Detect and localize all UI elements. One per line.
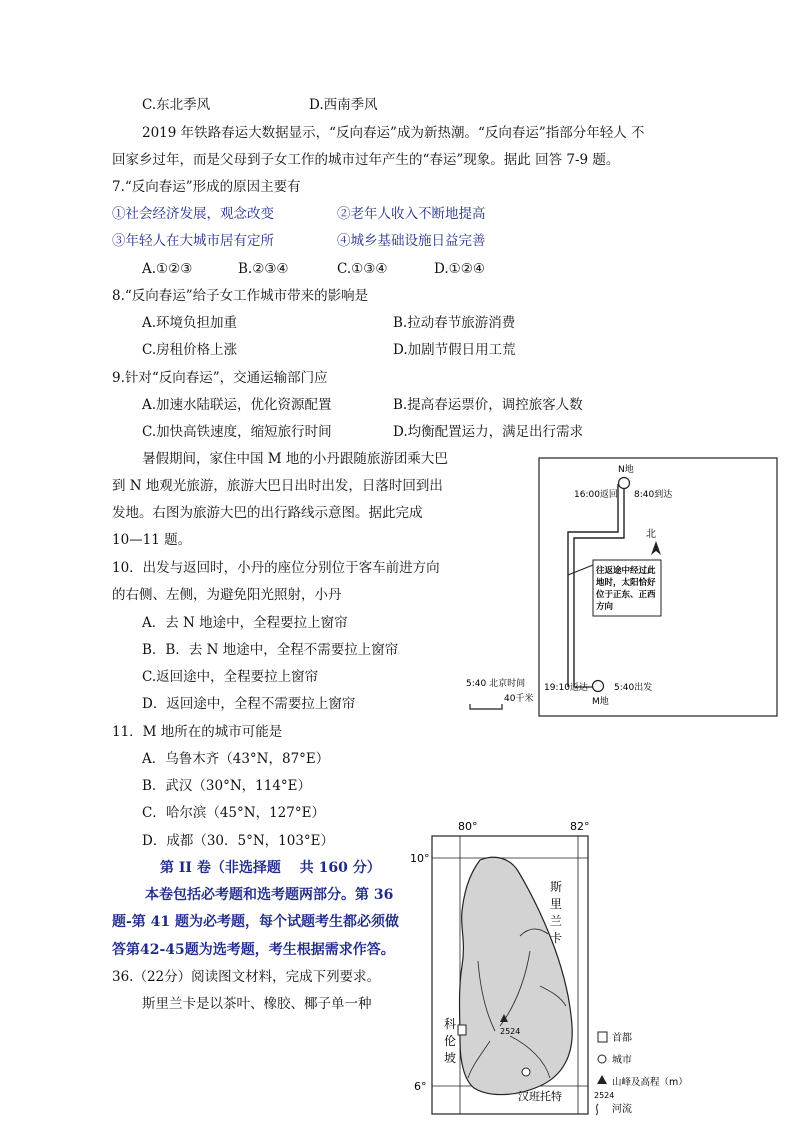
n-label: N地: [618, 465, 634, 475]
intro-10-11-line3: 发地。右图为旅游大巴的出行路线示意图。据此完成: [112, 505, 423, 521]
q7-stem: 7.“反向春运”形成的原因主要有: [112, 179, 301, 195]
legend-peak-icon: [597, 1075, 607, 1084]
peak-elevation: 2524: [500, 1027, 521, 1036]
n-location-marker: [619, 478, 630, 489]
note-line3: 位于正东、正西: [596, 590, 656, 600]
city-label: 汉班托特: [518, 1090, 562, 1103]
part2-title: 第 II 卷（非选择题 共 160 分）: [160, 860, 381, 876]
country-label-3: 兰: [550, 914, 563, 928]
q11-option-d: D．成都（30．5°N，103°E）: [142, 833, 335, 849]
arrive-time-label: 8:40到达: [634, 490, 673, 500]
lon-82-label: 82°: [570, 820, 590, 833]
capital-label-1: 科: [444, 1017, 457, 1031]
city-marker: [522, 1068, 530, 1076]
m-label: M地: [592, 697, 609, 707]
q10-option-c: C.返回途中，全程要拉上窗帘: [142, 669, 319, 685]
lon-80-label: 80°: [458, 820, 478, 833]
north-label: 北: [646, 529, 656, 540]
q9-option-b: B.提高春运票价，调控旅客人数: [393, 397, 583, 413]
legend-capital-icon: [598, 1032, 607, 1042]
q9-option-d: D.均衡配置运力，满足出行需求: [393, 424, 584, 440]
legend-time-label: 5:40 北京时间: [466, 679, 526, 689]
country-label-1: 斯: [550, 880, 563, 894]
note-line1: 往返途中经过此: [596, 566, 656, 576]
intro-7-9-line1: 2019 年铁路春运大数据显示，“反向春运”成为新热潮。“反向春运”指部分年轻人 不: [142, 125, 645, 141]
q8-option-b: B.拉动春节旅游消费: [393, 315, 516, 331]
part2-instructions-line1: 本卷包括必考题和选考题两部分。第 36: [145, 887, 394, 903]
note-line2: 地时，太阳恰好: [596, 578, 656, 588]
lat-6-label: 6°: [414, 1080, 427, 1093]
route-map-figure: [538, 457, 778, 717]
scale-label: 40千米: [504, 694, 534, 704]
q10-option-d: D．返回途中，全程不需要拉上窗帘: [142, 696, 356, 712]
q7-statement-4: ④城乡基础设施日益完善: [337, 233, 486, 249]
q8-stem: 8.“反向春运”给子女工作城市带来的影响是: [112, 288, 369, 304]
q7-statement-2: ②老年人收入不断地提高: [337, 206, 486, 222]
intro-10-11-line4: 10—11 题。: [112, 532, 192, 548]
q10-option-b: B．B．去 N 地途中，全程不需要拉上窗帘: [142, 642, 399, 658]
q7-statement-3: ③年轻人在大城市居有定所: [112, 233, 274, 249]
q8-option-c: C.房租价格上涨: [142, 342, 238, 358]
capital-label-3: 坡: [444, 1051, 457, 1065]
capital-label-2: 伦: [444, 1034, 457, 1048]
q10-stem-line1: 10．出发与返回时，小丹的座位分别位于客车前进方向: [112, 560, 440, 576]
part2-instructions-line2: 题-第 41 题为必考题，每个试题考生都必须做: [112, 914, 400, 930]
legend-peak-number: 2524: [594, 1091, 615, 1100]
back-time-label: 19:10返达: [544, 683, 588, 693]
q7-option-c: C.①③④: [337, 261, 388, 277]
legend-river-icon: [596, 1104, 598, 1115]
intro-10-11-line2: 到 N 地观光旅游，旅游大巴日出时出发，日落时回到出: [112, 478, 443, 494]
q8-option-d: D.加剧节假日用工荒: [393, 342, 516, 358]
q6-option-c: C.东北季风: [142, 97, 211, 113]
legend-river-label: 河流: [612, 1104, 632, 1115]
legend-city-icon: [598, 1055, 606, 1063]
q9-stem: 9.针对“反向春运”，交通运输部门应: [112, 370, 328, 386]
q11-option-c: C．哈尔滨（45°N，127°E）: [142, 805, 325, 821]
country-label-2: 里: [550, 897, 563, 911]
part2-instructions-line3: 答第42-45题为选考题，考生根据需求作答。: [112, 942, 395, 958]
m-location-marker: [593, 681, 604, 692]
q8-option-a: A.环境负担加重: [142, 315, 238, 331]
q7-option-a: A.①②③: [142, 261, 193, 277]
intro-10-11-line1: 暑假期间，家住中国 M 地的小丹跟随旅游团乘大巴: [142, 451, 448, 467]
q36-text-line1: 斯里兰卡是以茶叶、橡胶、椰子单一种: [142, 996, 372, 1012]
q7-option-d: D.①②④: [434, 261, 485, 277]
q11-option-b: B．武汉（30°N，114°E）: [142, 778, 312, 794]
q11-option-a: A．乌鲁木齐（43°N，87°E）: [142, 751, 330, 767]
q7-statement-1: ①社会经济发展，观念改变: [112, 206, 274, 222]
scale-bar: [470, 704, 502, 709]
q10-option-a: A．去 N 地途中，全程要拉上窗帘: [142, 615, 348, 631]
note-line4: 方向: [596, 602, 614, 612]
depart-time-label: 5:40出发: [614, 683, 653, 693]
q36-stem: 36.（22分）阅读图文材料，完成下列要求。: [112, 969, 381, 985]
legend-capital-label: 首都: [612, 1033, 632, 1044]
route-map-legend: [466, 677, 538, 717]
intro-7-9-line2: 回家乡过年，而是父母到子女工作的城市过年产生的“春运”现象。据此 回答 7-9 题。: [112, 152, 620, 168]
country-label-4: 卡: [550, 931, 563, 945]
lat-10-label: 10°: [410, 852, 430, 865]
legend-city-label: 城市: [612, 1055, 632, 1066]
sri-lanka-map-figure: [400, 816, 700, 1116]
q9-option-a: A.加速水陆联运，优化资源配置: [142, 397, 332, 413]
q9-option-c: C.加快高铁速度，缩短旅行时间: [142, 424, 332, 440]
capital-marker: [458, 1025, 466, 1035]
legend-peak-label: 山峰及高程（m）: [612, 1077, 688, 1088]
q11-stem: 11．M 地所在的城市可能是: [112, 724, 283, 740]
q6-option-d: D.西南季风: [309, 97, 378, 113]
q7-option-b: B.②③④: [238, 261, 289, 277]
return-time-label: 16:00返回: [574, 490, 618, 500]
q10-stem-line2: 的右侧、左侧，为避免阳光照射，小丹: [112, 587, 342, 603]
